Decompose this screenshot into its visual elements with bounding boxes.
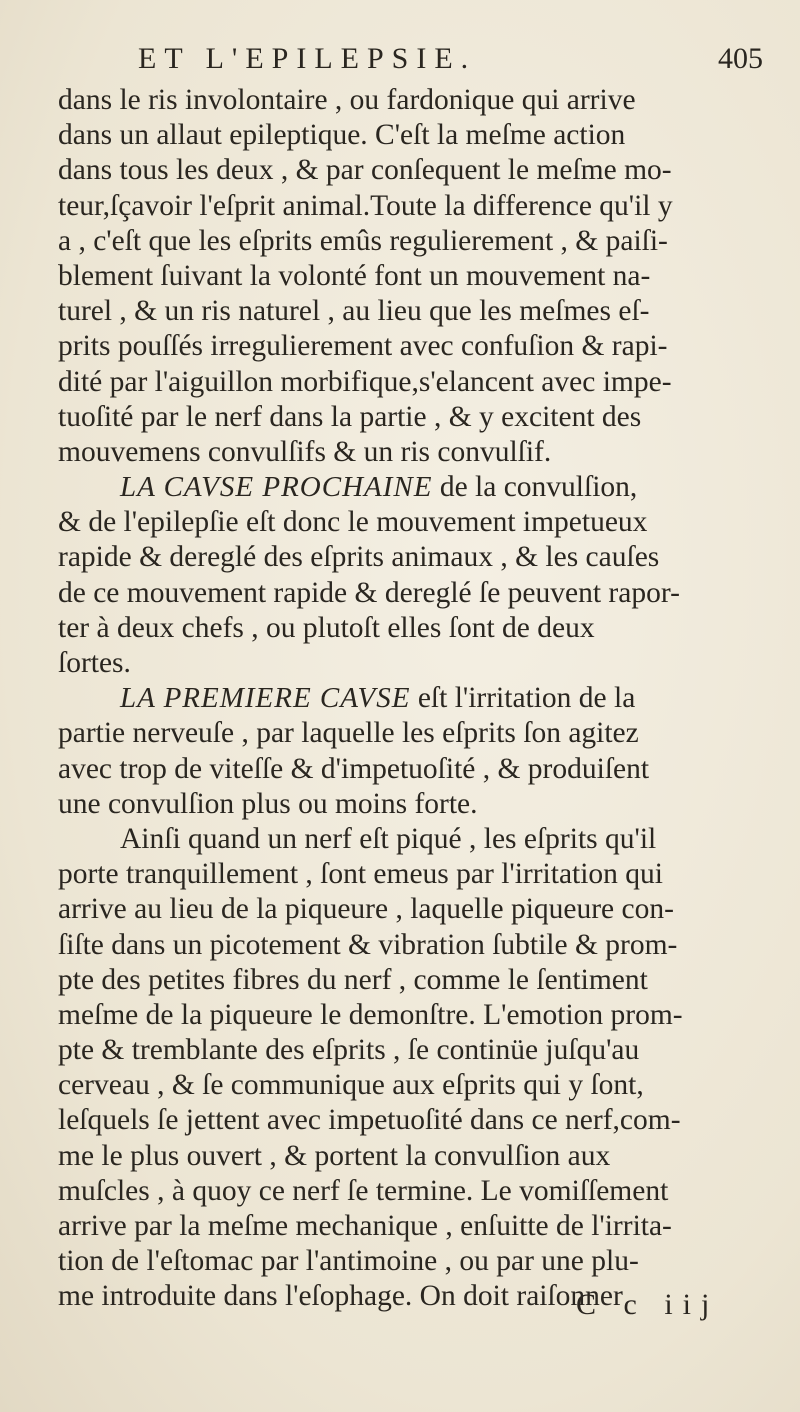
cause-line-rest: de la convulſion, [439,471,638,504]
text-line: muſcles , à quoy ce nerf ſe termine. Le vomiſſement [58,1174,669,1207]
text-line: leſquels ſe jettent avec impetuoſité dans ce nerf,com- [58,1104,681,1137]
text-line: ſortes. [58,647,131,679]
first-cause-heading: LA PREMIERE CAVSE [120,682,411,715]
text-line: dans un allaut epileptique. C'eſt la meſme action [58,119,626,152]
paragraph-start-line: Ainſi quand un nerf eſt piqué , les eſprits qu'il [120,822,657,855]
text-line: mouvemens convulſifs & un ris convulſif. [58,435,552,468]
text-line: partie nerveuſe , par laquelle les eſprits ſon agitez [58,717,639,750]
cause-heading: LA CAVSE PROCHAINE [120,471,433,504]
section-line [58,470,778,505]
text-line: prits pouſſés irregulierement avec confuſion & rapi- [58,330,668,363]
text-line: arrive au lieu de la piqueure , laquelle piqueure con- [58,893,674,926]
text-line: ter à deux chefs , ou plutoſt elles ſont de deux [58,611,595,644]
text-line: pte & tremblante des eſprits , ſe continüe juſqu'au [58,1034,640,1067]
text-line: me le plus ouvert , & portent la convulſion aux [58,1139,611,1172]
text-line: dans tous les deux , & par conſequent le meſme mo- [58,154,672,187]
text-line: me introduite dans l'eſophage. On doit raiſonner [58,1280,623,1313]
text-line: dité par l'aiguillon morbifique,s'elancent avec impe- [58,365,672,398]
text-line: cerveau , & ſe communique aux eſprits qui y ſont, [58,1069,644,1102]
text-line: porte tranquillement , ſont emeus par l'irritation qui [58,858,663,891]
text-line: a , c'eſt que les eſprits emûs regulierement , & paiſi- [58,224,668,257]
text-line: tion de l'eſtomac par l'antimoine , ou par une plu- [58,1245,639,1278]
text-line: avec trop de viteſſe & d'impetuoſité , & produiſent [58,752,650,785]
first-line-rest: eſt l'irritation de la [417,682,636,715]
text-line: blement ſuivant la volonté font un mouvement na- [58,259,651,292]
page-number: 405 [718,42,763,75]
running-title: ET L'EPILEPSIE. [138,42,477,75]
signature-mark: C c iij [576,1288,720,1321]
text-line: & de l'epilepſie eſt donc le mouvement impetueux [58,506,648,539]
body-text [58,83,778,1315]
text-line: meſme de la piqueure le demonſtre. L'emotion prom- [58,998,683,1031]
text-line: ſiſte dans un picotement & vibration ſubtile & prom- [58,928,678,961]
text-line: tuoſité par le nerf dans la partie , & y excitent des [58,400,642,433]
section-line [58,681,778,716]
text-line: une convulſion plus ou moins forte. [58,787,478,820]
text-line: de ce mouvement rapide & dereglé ſe peuvent rapor- [58,576,680,609]
text-line: turel , & un ris naturel , au lieu que les meſmes eſ- [58,295,650,328]
text-line: rapide & dereglé des eſprits animaux , & les cauſes [58,541,660,574]
text-line: pte des petites fibres du nerf , comme le ſentiment [58,963,648,996]
text-line: arrive par la meſme mechanique , enſuitte de l'irrita- [58,1210,672,1242]
text-line: teur,ſçavoir l'eſprit animal.Toute la difference qu'il y [58,189,673,222]
text-line: dans le ris involontaire , ou fardonique qui arrive [58,84,636,116]
